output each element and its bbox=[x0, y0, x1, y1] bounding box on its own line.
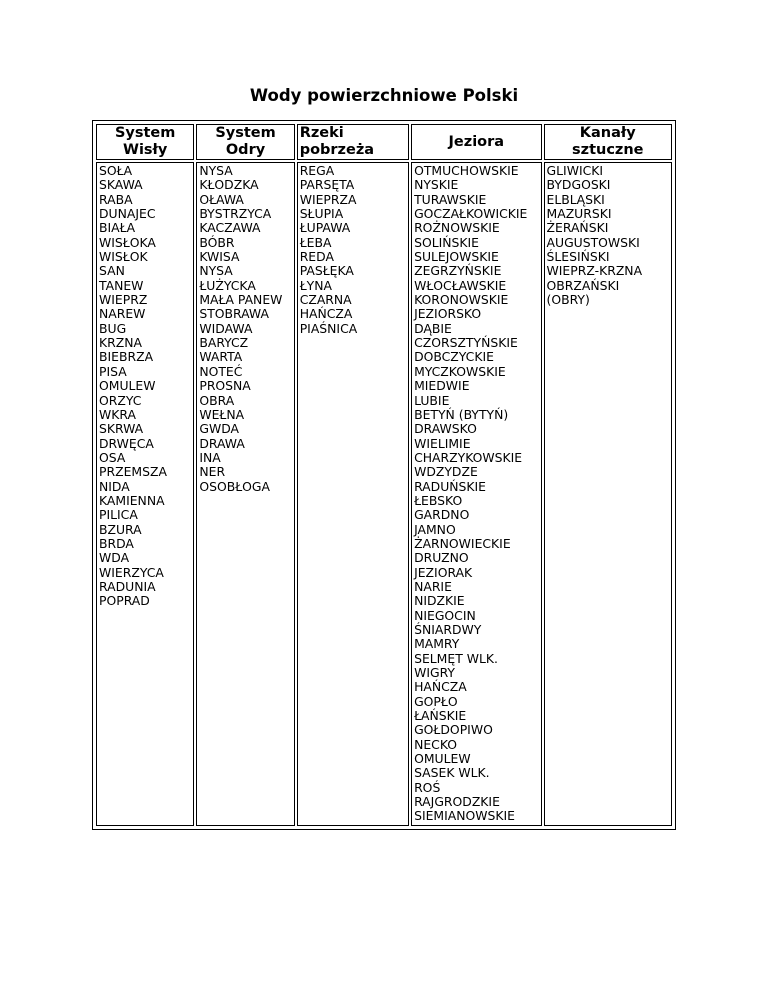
list-item: MAZURSKI bbox=[546, 206, 612, 222]
list-item: SELMĘT WLK. bbox=[414, 650, 498, 666]
list-item: DRAWA bbox=[199, 435, 245, 451]
list-item: GLIWICKI bbox=[546, 163, 604, 178]
list-item: KRZNA bbox=[99, 335, 142, 351]
list-item: ŁYNA bbox=[299, 277, 332, 293]
list-item: TANEW bbox=[99, 277, 144, 293]
list-item: ŁEBSKO bbox=[414, 492, 463, 508]
list-item: NAREW bbox=[99, 306, 146, 322]
list-item: PIAŚNICA bbox=[299, 320, 358, 336]
list-item: SKAWA bbox=[99, 177, 143, 193]
list-item: WIEPRZA bbox=[299, 191, 357, 207]
list-item: KWISA bbox=[199, 249, 240, 265]
list-item: OSOBŁOGA bbox=[199, 478, 271, 494]
list-item: PILICA bbox=[99, 507, 138, 523]
list-item: NYSKIE bbox=[414, 177, 459, 193]
list-item: KORONOWSKIE bbox=[414, 292, 509, 308]
list-item: RADUŃSKIE bbox=[414, 478, 487, 494]
list-item: NYSA bbox=[199, 163, 233, 178]
header-row bbox=[96, 124, 672, 160]
list-item: AUGUSTOWSKI bbox=[546, 234, 640, 250]
list-item: CHARZYKOWSKIE bbox=[414, 449, 523, 465]
document-title: Wody powierzchniowe Polski bbox=[249, 86, 519, 105]
list-item: WARTA bbox=[199, 349, 243, 365]
list-item: ZEGRZYŃSKIE bbox=[414, 263, 502, 279]
list-item: MAŁA PANEW bbox=[199, 292, 283, 308]
list-item: STOBRAWA bbox=[199, 306, 269, 322]
list-item: OTMUCHOWSKIE bbox=[414, 163, 519, 178]
header-system-odry bbox=[196, 124, 294, 160]
list-item: RADUNIA bbox=[99, 578, 156, 594]
list-item: JEZIORSKO bbox=[414, 306, 482, 322]
header-line: sztuczne bbox=[572, 142, 644, 158]
list-item: WIERZYCA bbox=[99, 564, 164, 580]
list-item: DUNAJEC bbox=[99, 206, 156, 222]
list-item: ROŚ bbox=[414, 779, 441, 795]
list-item: BUG bbox=[99, 320, 127, 336]
list-item: NOTEĆ bbox=[199, 363, 243, 379]
list-item: WDZYDZE bbox=[414, 464, 478, 480]
list-item: BZURA bbox=[99, 521, 142, 537]
list-item: BYDGOSKI bbox=[546, 177, 611, 193]
header-line: pobrzeża bbox=[299, 142, 375, 158]
list-item: PASŁĘKA bbox=[299, 263, 354, 279]
list-item: WIGRY bbox=[414, 665, 455, 681]
list-item: OSA bbox=[99, 449, 126, 465]
list-item: KŁODZKA bbox=[199, 177, 259, 193]
list-item: WISŁOK bbox=[99, 249, 148, 265]
list-item: RAJGRODZKIE bbox=[414, 794, 500, 810]
list-item: BETYŃ (BYTYŃ) bbox=[414, 406, 509, 422]
list-item: MIEDWIE bbox=[414, 378, 470, 394]
list-item: BIEBRZA bbox=[99, 349, 154, 365]
list-item: BIAŁA bbox=[99, 220, 136, 236]
list-item: SKRWA bbox=[99, 421, 144, 437]
list-item: ŻERAŃSKI bbox=[546, 220, 609, 236]
list-item: WIELIMIE bbox=[414, 435, 471, 451]
list-item: GOŁDOPIWO bbox=[414, 722, 493, 738]
column-system-wisly bbox=[96, 162, 194, 826]
list-item: NECKO bbox=[414, 736, 458, 752]
header-system-wisly bbox=[96, 124, 194, 160]
list-item: NARIE bbox=[414, 578, 452, 594]
list-item: LUBIE bbox=[414, 392, 450, 408]
list-item: TURAWSKIE bbox=[414, 191, 487, 207]
list-item: ŁUŻYCKA bbox=[199, 277, 256, 293]
list-item: KAMIENNA bbox=[99, 492, 165, 508]
list-item: SAN bbox=[99, 263, 125, 279]
list-item: HAŃCZA bbox=[414, 679, 467, 695]
list-item: GOPŁO bbox=[414, 693, 458, 709]
list-item: GOCZAŁKOWICKIE bbox=[414, 206, 528, 222]
list-item: WDA bbox=[99, 550, 130, 566]
list-item: MAMRY bbox=[414, 636, 460, 652]
list-item: SOLIŃSKIE bbox=[414, 234, 479, 250]
list-item: INA bbox=[199, 449, 221, 465]
list-item: NIDA bbox=[99, 478, 130, 494]
column-rzeki-pobrzeza bbox=[297, 162, 409, 826]
list-item: ELBLĄSKI bbox=[546, 191, 605, 207]
list-item: OMULEW bbox=[99, 378, 156, 394]
header-line: Jeziora bbox=[448, 133, 505, 150]
list-item: OŁAWA bbox=[199, 191, 244, 207]
list-item: ŁAŃSKIE bbox=[414, 708, 467, 724]
list-item: WEŁNA bbox=[199, 406, 245, 422]
list-item: JAMNO bbox=[414, 521, 456, 537]
header-line: Rzeki bbox=[299, 125, 344, 141]
list-item: (OBRY) bbox=[546, 292, 590, 308]
list-item: RABA bbox=[99, 191, 133, 207]
list-item: NER bbox=[199, 464, 226, 480]
list-item: WIEPRZ-KRZNA bbox=[546, 263, 643, 279]
list-item: NYSA bbox=[199, 263, 233, 279]
list-item: BRDA bbox=[99, 535, 134, 551]
column-kanaly-sztuczne bbox=[544, 162, 672, 826]
list-item: REDA bbox=[299, 249, 334, 265]
list-item: DOBCZYCKIE bbox=[414, 349, 494, 365]
header-jeziora bbox=[411, 124, 541, 160]
list-item: POPRAD bbox=[99, 593, 150, 609]
list-item: CZARNA bbox=[299, 292, 352, 308]
header-line: System bbox=[215, 125, 276, 141]
list-item: SULEJOWSKIE bbox=[414, 249, 499, 265]
list-item: ŚNIARDWY bbox=[414, 622, 482, 637]
list-item: HAŃCZA bbox=[299, 306, 353, 322]
list-item: WKRA bbox=[99, 406, 136, 422]
list-item: ŚLESIŃSKI bbox=[546, 249, 610, 265]
list-item: DRAWSKO bbox=[414, 421, 477, 437]
column-system-odry bbox=[196, 162, 294, 826]
list-item: GWDA bbox=[199, 421, 239, 437]
list-item: MYCZKOWSKIE bbox=[414, 363, 506, 379]
list-item: BÓBR bbox=[199, 234, 235, 250]
content-row bbox=[96, 162, 672, 826]
list-item: WIEPRZ bbox=[99, 292, 148, 308]
list-item: NIEGOCIN bbox=[414, 607, 476, 623]
list-item: JEZIORAK bbox=[414, 564, 473, 580]
list-item: GARDNO bbox=[414, 507, 470, 523]
header-kanaly-sztuczne bbox=[544, 124, 672, 160]
header-rzeki-pobrzeza bbox=[297, 124, 409, 160]
list-item: ROŻNOWSKIE bbox=[414, 220, 500, 236]
list-item: PARSĘTA bbox=[299, 177, 355, 193]
list-item: ŻARNOWIECKIE bbox=[414, 535, 511, 551]
list-item: SŁUPIA bbox=[299, 206, 344, 222]
list-item: DRUZNO bbox=[414, 550, 469, 566]
list-item: SIEMIANOWSKIE bbox=[414, 808, 515, 824]
list-item: ŁUPAWA bbox=[299, 220, 351, 236]
list-item: PROSNA bbox=[199, 378, 251, 394]
list-item: WISŁOKA bbox=[99, 234, 156, 250]
list-item: PRZEMSZA bbox=[99, 464, 167, 480]
list-item: ŁEBA bbox=[299, 234, 332, 250]
column-jeziora bbox=[411, 162, 541, 826]
list-item: CZORSZTYŃSKIE bbox=[414, 335, 518, 351]
header-line: Kanały bbox=[579, 125, 636, 141]
waters-table bbox=[94, 122, 674, 828]
list-item: OBRZAŃSKI bbox=[546, 277, 620, 293]
header-line: Wisły bbox=[122, 142, 168, 158]
list-item: OMULEW bbox=[414, 751, 471, 767]
list-item: KACZAWA bbox=[199, 220, 261, 236]
list-item: PISA bbox=[99, 363, 127, 379]
list-item: WŁOCŁAWSKIE bbox=[414, 277, 507, 293]
waters-table-frame bbox=[92, 120, 676, 830]
list-item: NIDZKIE bbox=[414, 593, 465, 609]
list-item: OBRA bbox=[199, 392, 235, 408]
list-item: DĄBIE bbox=[414, 320, 452, 336]
list-item: WIDAWA bbox=[199, 320, 253, 336]
header-line: System bbox=[114, 125, 176, 141]
list-item: DRWĘCA bbox=[99, 435, 154, 451]
list-item: SOŁA bbox=[99, 163, 133, 178]
header-line: Odry bbox=[225, 142, 266, 158]
list-item: ORZYC bbox=[99, 392, 142, 408]
list-item: SASEK WLK. bbox=[414, 765, 490, 781]
list-item: REGA bbox=[299, 163, 335, 178]
list-item: BARYCZ bbox=[199, 335, 249, 351]
list-item: BYSTRZYCA bbox=[199, 206, 272, 222]
